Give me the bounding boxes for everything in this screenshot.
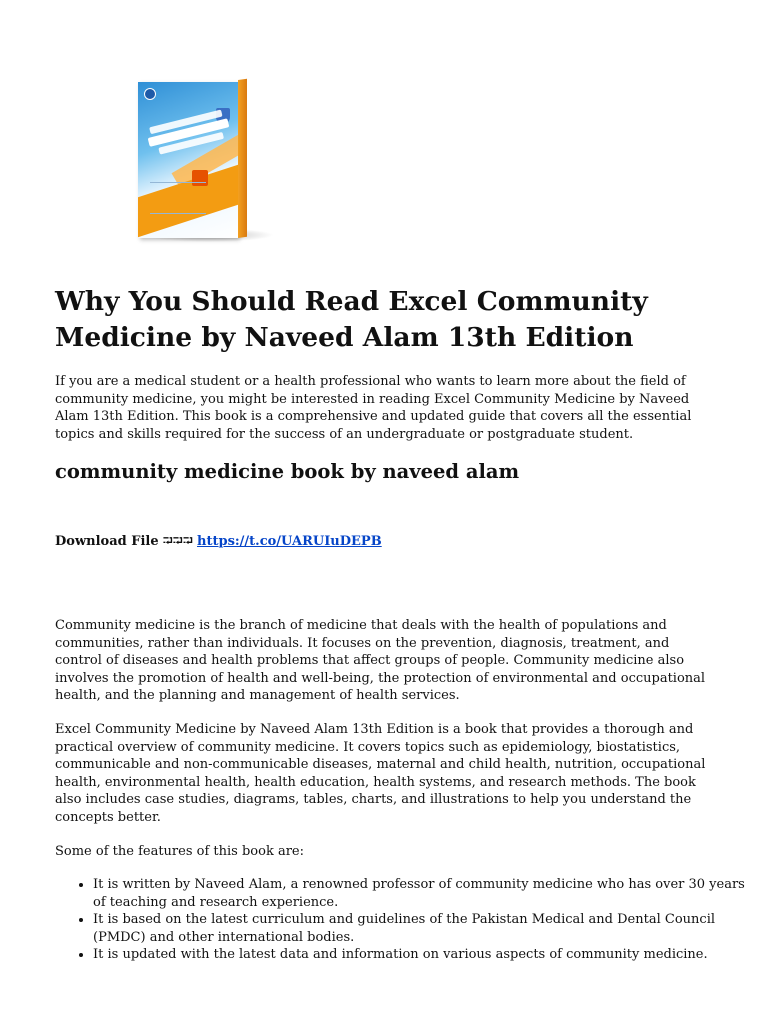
book-spine bbox=[238, 79, 247, 238]
paragraph-book-overview: Excel Community Medicine by Naveed Alam 13th Edition is a book that provides a thorough and practical overview of community medicine. It covers topics such as epidemiology, biostatistics, communicable and non-communicable diseases, maternal and child health, nutrition, occupational health, environmental health, health education, health systems, and research methods. The book also includes case studies, diagrams, tables, charts, and illustrations to help you understand the concepts better. bbox=[55, 722, 706, 825]
paragraph-community-medicine: Community medicine is the branch of medicine that deals with the health of populations and communities, rather than individuals. It focuses on the prevention, diagnosis, treatment, and control of diseases and health problems that affect groups of people. Community medicine also involves the promotion of health and well-being, the protection of environmental and occupational health, and the planning and management of health services. bbox=[55, 618, 706, 704]
download-label: Download File bbox=[55, 534, 159, 549]
intro-paragraph: If you are a medical student or a health professional who wants to learn more about the field of community medicine, you might be interested in reading Excel Community Medicine by Naveed Alam 13th Edition. This book is a comprehensive and updated guide that covers all the essential topics and skills required for the success of an undergraduate or postgraduate student. bbox=[55, 374, 692, 442]
download-line bbox=[55, 533, 715, 551]
list-item: • It is based on the latest curriculum and guidelines of the Pakistan Medical and Dental Council (PMDC) and other international bodies. bbox=[93, 911, 753, 946]
section-heading: community medicine book by naveed alam bbox=[55, 460, 520, 483]
cover-authors-block bbox=[150, 182, 206, 214]
list-item: • It is written by Naveed Alam, a renowned professor of community medicine who has over 30 years of teaching and research experience. bbox=[93, 876, 753, 911]
paragraph-features-intro: Some of the features of this book are: bbox=[55, 844, 304, 859]
features-list bbox=[55, 876, 753, 964]
download-arrows-icon: ⮒⮒⮒ bbox=[162, 534, 193, 549]
page-title: Why You Should Read Excel Community Medicine by Naveed Alam 13th Edition bbox=[55, 286, 648, 353]
list-item: • It is updated with the latest data and information on various aspects of community medicine. bbox=[93, 946, 753, 964]
download-link[interactable]: https://t.co/UARUIuDEPB bbox=[197, 534, 382, 549]
book-cover bbox=[138, 82, 238, 238]
publisher-logo-icon bbox=[144, 88, 156, 100]
